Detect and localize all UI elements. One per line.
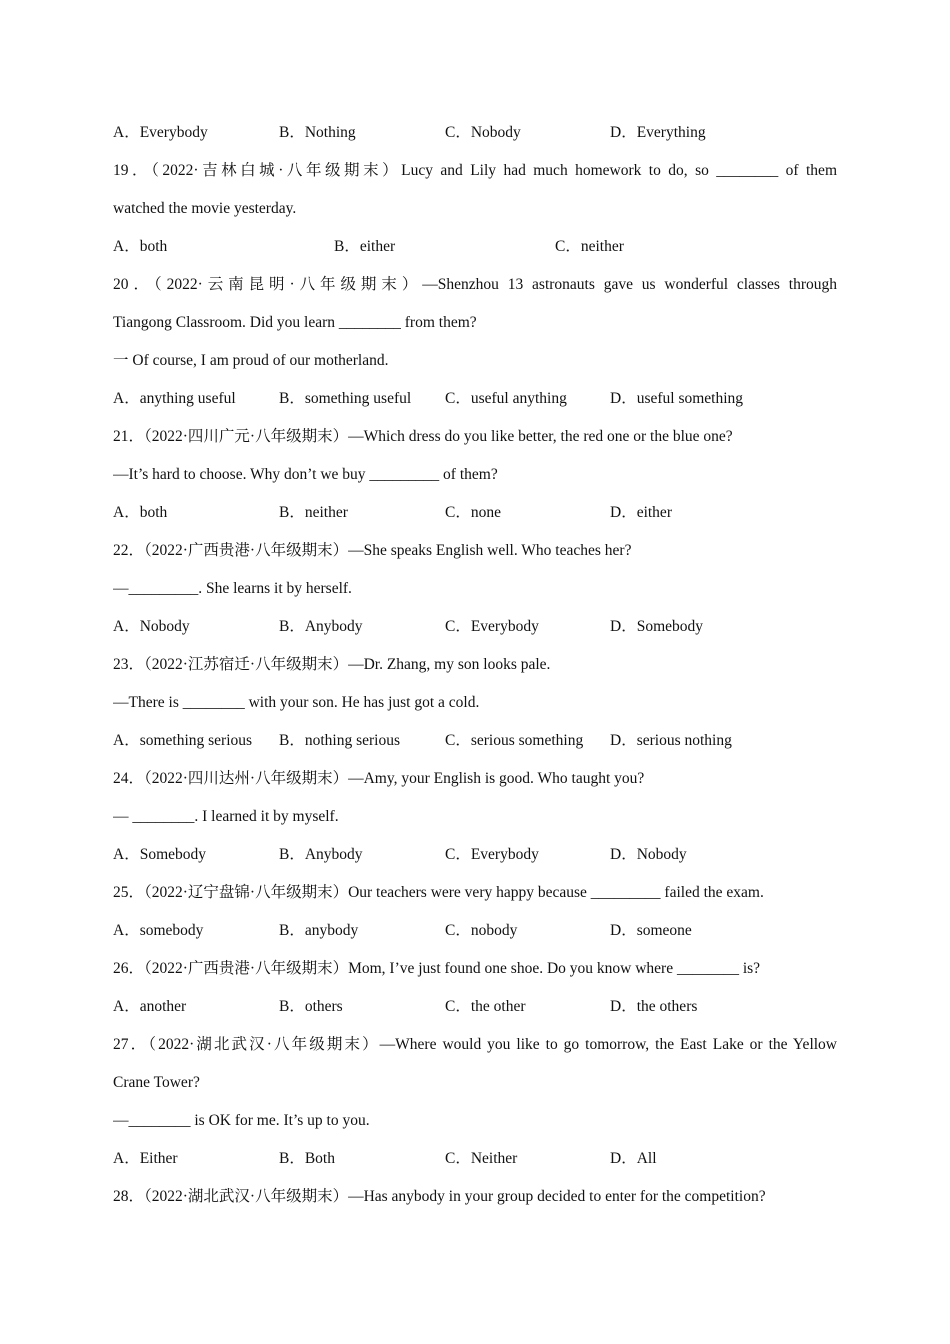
question-20-line-3: 一 Of course, I am proud of our motherland. bbox=[113, 352, 389, 369]
option-b: B．Anybody bbox=[279, 846, 363, 863]
option-c: C．Neither bbox=[445, 1150, 518, 1167]
option-a: A．another bbox=[113, 998, 187, 1015]
question-19-options bbox=[113, 228, 837, 266]
option-d: D．either bbox=[610, 504, 672, 521]
option-c: C．Everybody bbox=[445, 846, 539, 863]
option-b: B．anybody bbox=[279, 922, 359, 939]
option-a: A．both bbox=[113, 504, 168, 521]
question-21-line-2: —It’s hard to choose. Why don’t we buy _________ of them? bbox=[113, 466, 498, 483]
question-26-line-1: 26．（2022·广西贵港·八年级期末）Mom, I’ve just found one shoe. Do you know where ________ is? bbox=[113, 960, 761, 977]
option-b: B．Anybody bbox=[279, 618, 363, 635]
question-24-line-1: 24．（2022·四川达州·八年级期末）—Amy, your English is good. Who taught you? bbox=[113, 770, 645, 787]
question-22-line-2: —_________. She learns it by herself. bbox=[113, 580, 352, 597]
option-b: B．nothing serious bbox=[279, 732, 400, 749]
option-a: A．Either bbox=[113, 1150, 178, 1167]
question-25-line-1: 25．（2022·辽宁盘锦·八年级期末）Our teachers were very happy because _________ failed the exam. bbox=[113, 884, 764, 901]
question-27-options bbox=[113, 1140, 837, 1178]
question-22-line-1: 22．（2022·广西贵港·八年级期末）—She speaks English well. Who teaches her? bbox=[113, 542, 632, 559]
question-20-options bbox=[113, 380, 837, 418]
option-c: C．neither bbox=[555, 238, 624, 255]
option-b: B．Nothing bbox=[279, 124, 356, 141]
option-a: A．both bbox=[113, 238, 168, 255]
option-c: C．useful anything bbox=[445, 390, 567, 407]
option-a: A．something serious bbox=[113, 732, 253, 749]
option-d: D．someone bbox=[610, 922, 692, 939]
option-d: D．the others bbox=[610, 998, 698, 1015]
question-25-options bbox=[113, 912, 837, 950]
question-19-line-1: 19．（2022·吉林白城·八年级期末）Lucy and Lily had much homework to do, so ________ of them bbox=[113, 162, 837, 179]
question-26-options bbox=[113, 988, 837, 1026]
option-a: A．somebody bbox=[113, 922, 204, 939]
question-22-options bbox=[113, 608, 837, 646]
option-d: D．Somebody bbox=[610, 618, 704, 635]
option-c: C．none bbox=[445, 504, 501, 521]
option-a: A．Nobody bbox=[113, 618, 190, 635]
option-c: C．the other bbox=[445, 998, 526, 1015]
question-24-options bbox=[113, 836, 837, 874]
question-27-line-1: 27．（2022·湖北武汉·八年级期末）—Where would you like to go tomorrow, the East Lake or the Yellow bbox=[113, 1036, 837, 1053]
option-a: A．Somebody bbox=[113, 846, 207, 863]
question-27-line-3: —________ is OK for me. It’s up to you. bbox=[113, 1112, 370, 1129]
option-b: B．something useful bbox=[279, 390, 412, 407]
question-24-line-2: — ________. I learned it by myself. bbox=[113, 808, 339, 825]
question-23-options bbox=[113, 722, 837, 760]
question-21-options bbox=[113, 494, 837, 532]
option-d: D．Everything bbox=[610, 124, 706, 141]
question-28-line-1: 28．（2022·湖北武汉·八年级期末）—Has anybody in your group decided to enter for the competition? bbox=[113, 1188, 766, 1205]
option-c: C．serious something bbox=[445, 732, 584, 749]
question-27-line-2: Crane Tower? bbox=[113, 1074, 200, 1091]
option-b: B．others bbox=[279, 998, 343, 1015]
option-d: D．All bbox=[610, 1150, 657, 1167]
option-b: B．Both bbox=[279, 1150, 335, 1167]
question-20-line-2: Tiangong Classroom. Did you learn ________ from them? bbox=[113, 314, 477, 331]
options-row-prev bbox=[113, 114, 837, 152]
question-19-line-2: watched the movie yesterday. bbox=[113, 200, 297, 217]
option-c: C．Nobody bbox=[445, 124, 521, 141]
question-23-line-2: —There is ________ with your son. He has just got a cold. bbox=[113, 694, 480, 711]
option-d: D．Nobody bbox=[610, 846, 687, 863]
option-c: C．Everybody bbox=[445, 618, 539, 635]
question-23-line-1: 23．（2022·江苏宿迁·八年级期末）—Dr. Zhang, my son looks pale. bbox=[113, 656, 551, 673]
question-20-line-1: 20．（2022·云南昆明·八年级期末）—Shenzhou 13 astronauts gave us wonderful classes through bbox=[113, 276, 837, 293]
option-b: B．neither bbox=[279, 504, 348, 521]
option-c: C．nobody bbox=[445, 922, 518, 939]
option-b: B．either bbox=[334, 238, 396, 255]
option-a: A．anything useful bbox=[113, 390, 236, 407]
question-21-line-1: 21．（2022·四川广元·八年级期末）—Which dress do you like better, the red one or the blue one? bbox=[113, 428, 733, 445]
option-a: A．Everybody bbox=[113, 124, 208, 141]
option-d: D．useful something bbox=[610, 390, 744, 407]
option-d: D．serious nothing bbox=[610, 732, 732, 749]
